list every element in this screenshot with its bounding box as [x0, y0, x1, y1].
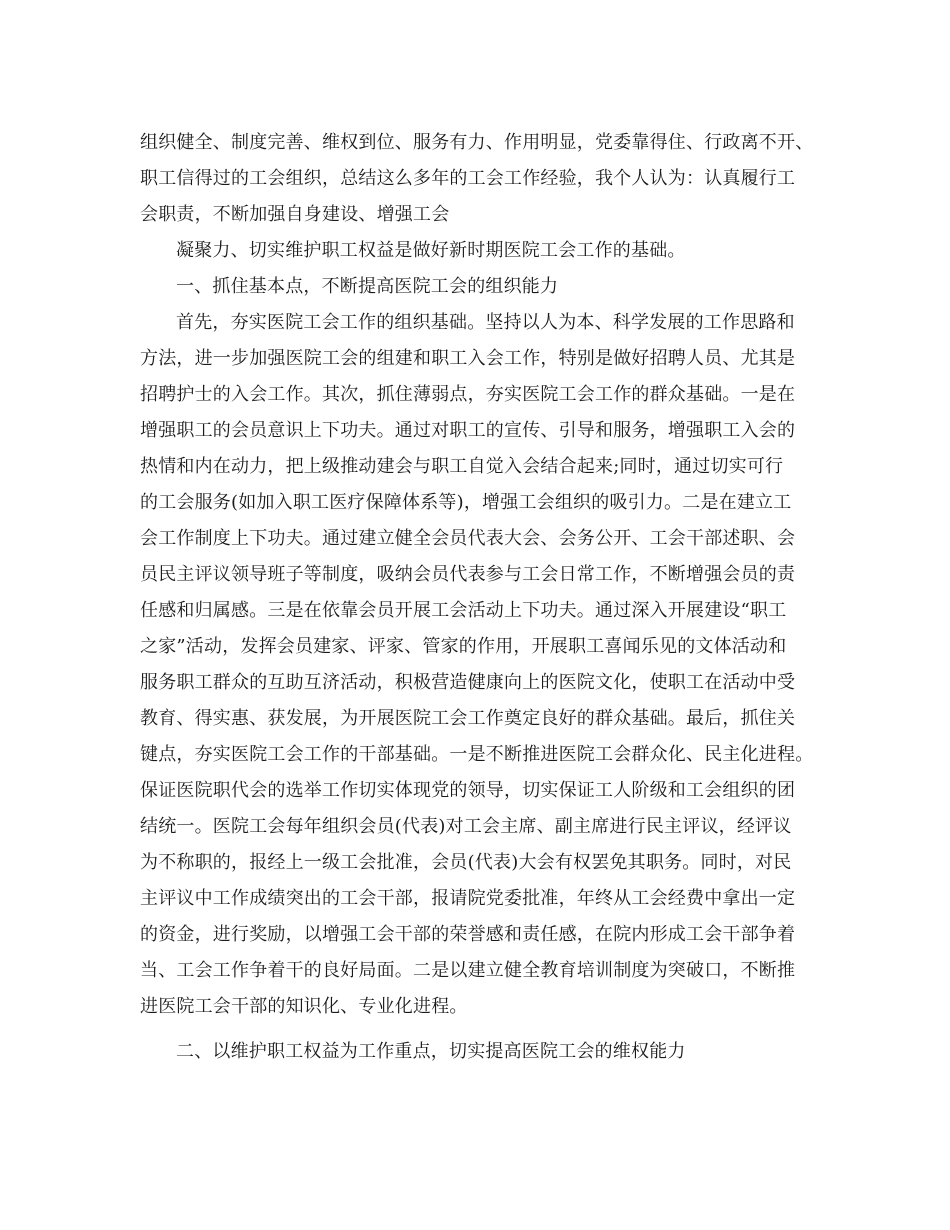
text-line: 主评议中工作成绩突出的工会干部，报请院党委批准，年终从工会经费中拿出一定 — [140, 888, 796, 909]
text-line: 增强职工的会员意识上下功夫。通过对职工的宣传、引导和服务，增强职工入会的 — [140, 420, 796, 441]
text-line: 首先，夯实医院工会工作的组织基础。坚持以人为本、科学发展的工作思路和 — [176, 312, 795, 333]
text-line: 的资金，进行奖励，以增强工会干部的荣誉感和责任感，在院内形成工会干部争着 — [140, 924, 796, 945]
text-line: 任感和归属感。三是在依靠会员开展工会活动上下功夫。通过深入开展建设“职工 — [140, 600, 787, 621]
text-line: 保证医院职代会的选举工作切实体现党的领导，切实保证工人阶级和工会组织的团 — [140, 780, 796, 801]
text-line: 员民主评议领导班子等制度，吸纳会员代表参与工会日常工作，不断增强会员的责 — [140, 564, 796, 585]
section-heading: 一、抓住基本点，不断提高医院工会的组织能力 — [176, 276, 559, 297]
text-line: 方法，进一步加强医院工会的组建和职工入会工作，特别是做好招聘人员、尤其是 — [140, 348, 796, 369]
text-line: 进医院工会干部的知识化、专业化进程。 — [140, 996, 468, 1017]
text-line: 服务职工群众的互助互济活动，积极营造健康向上的医院文化，使职工在活动中受 — [140, 672, 796, 693]
text-line: 结统一。医院工会每年组织会员(代表)对工会主席、副主席进行民主评议，经评议 — [140, 816, 792, 837]
text-line: 会职责，不断加强自身建设、增强工会 — [140, 204, 450, 225]
text-line: 会工作制度上下功夫。通过建立健全会员代表大会、会务公开、工会干部述职、会 — [140, 528, 796, 549]
text-line: 组织健全、制度完善、维权到位、服务有力、作用明显，党委靠得住、行政离不开、 — [140, 132, 814, 153]
text-line: 为不称职的，报经上一级工会批准，会员(代表)大会有权罢免其职务。同时，对民 — [140, 852, 792, 873]
text-line: 招聘护士的入会工作。其次，抓住薄弱点，夯实医院工会工作的群众基础。一是在 — [140, 384, 796, 405]
text-line: 凝聚力、切实维护职工权益是做好新时期医院工会工作的基础。 — [176, 240, 686, 261]
text-line: 热情和内在动力，把上级推动建会与职工自觉入会结合起来;同时，通过切实可行 — [140, 456, 784, 477]
text-line: 当、工会工作争着干的良好局面。二是以建立健全教育培训制度为突破口，不断推 — [140, 960, 796, 981]
text-line: 键点，夯实医院工会工作的干部基础。一是不断推进医院工会群众化、民主化进程。 — [140, 744, 814, 765]
text-line: 教育、得实惠、获发展，为开展医院工会工作奠定良好的群众基础。最后，抓住关 — [140, 708, 796, 729]
text-line: 之家”活动，发挥会员建家、评家、管家的作用，开展职工喜闻乐见的文体活动和 — [140, 636, 787, 657]
text-line: 的工会服务(如加入职工医疗保障体系等)，增强工会组织的吸引力。二是在建立工 — [140, 492, 792, 513]
section-heading: 二、以维护职工权益为工作重点，切实提高医院工会的维权能力 — [176, 1041, 686, 1062]
text-line: 职工信得过的工会组织，总结这么多年的工会工作经验，我个人认为：认真履行工 — [140, 168, 796, 189]
